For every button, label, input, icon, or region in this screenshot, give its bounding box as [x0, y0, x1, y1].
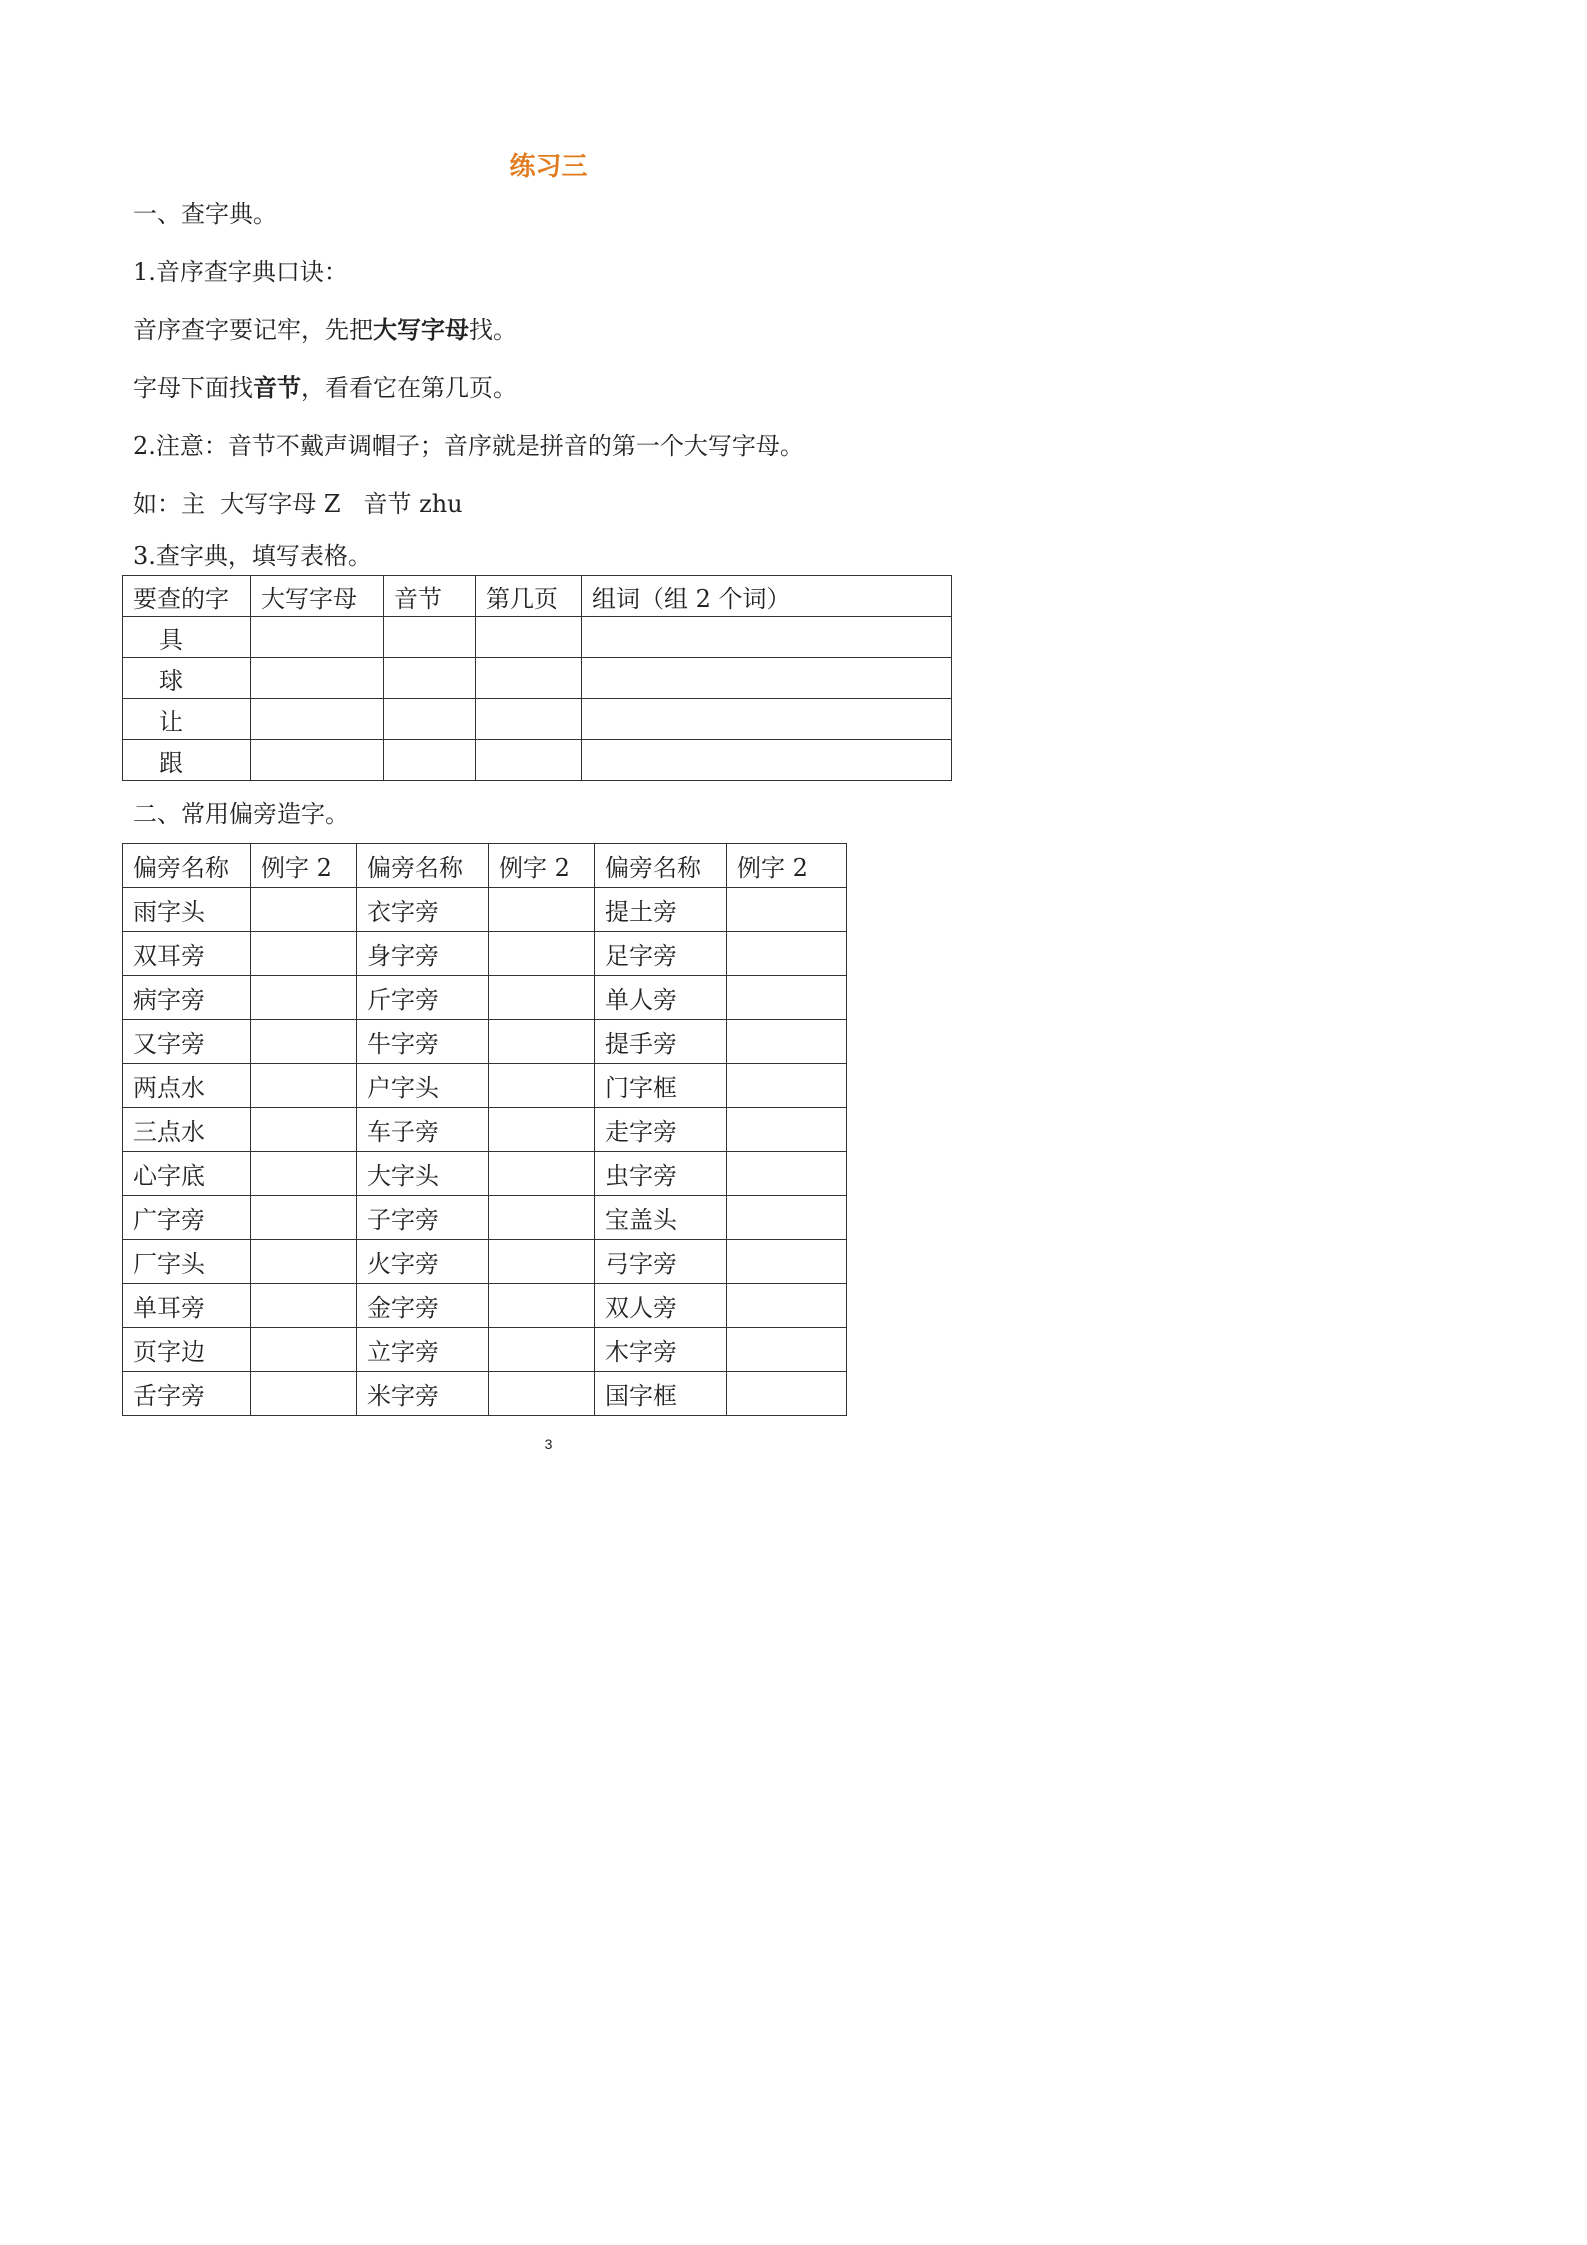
- section-2-heading: 二、常用偏旁造字。: [133, 800, 349, 828]
- rhyme-2-part-a: 字母下面找: [133, 374, 253, 402]
- example-cell[interactable]: [489, 1284, 595, 1328]
- table-row: [123, 1152, 847, 1196]
- table-row: [123, 1240, 847, 1284]
- rhyme-2-part-c: ，看看它在第几页。: [301, 374, 517, 402]
- example-cell[interactable]: [489, 1196, 595, 1240]
- rhyme-1-part-c: 找。: [469, 316, 517, 344]
- radical-name-cell: 病字旁: [123, 976, 251, 1020]
- item-3-heading: 3.查字典，填写表格。: [133, 542, 372, 570]
- radical-name-cell: 户字头: [357, 1064, 489, 1108]
- answer-cell[interactable]: [384, 699, 476, 740]
- radical-name-cell: 衣字旁: [357, 888, 489, 932]
- table-row: [123, 932, 847, 976]
- radical-name-cell: 米字旁: [357, 1372, 489, 1416]
- answer-cell[interactable]: [251, 699, 384, 740]
- radical-name-cell: 牛字旁: [357, 1020, 489, 1064]
- example-cell[interactable]: [251, 1020, 357, 1064]
- example-cell[interactable]: [727, 1020, 847, 1064]
- table-row: [123, 699, 952, 740]
- rhyme-line-1: [133, 313, 517, 347]
- header-cell: 音节: [384, 576, 476, 617]
- example-line: 如：主 大写字母 Z 音节 zhu: [133, 490, 463, 518]
- table-header-row: [123, 576, 952, 617]
- radical-name-cell: 虫字旁: [595, 1152, 727, 1196]
- example-cell[interactable]: [251, 1108, 357, 1152]
- radical-name-cell: 舌字旁: [123, 1372, 251, 1416]
- header-cell: 组词（组 2 个词）: [582, 576, 952, 617]
- example-cell[interactable]: [489, 1240, 595, 1284]
- page-number: 3: [544, 1436, 553, 1452]
- radical-name-cell: 心字底: [123, 1152, 251, 1196]
- radical-name-cell: 又字旁: [123, 1020, 251, 1064]
- radical-name-cell: 金字旁: [357, 1284, 489, 1328]
- answer-cell[interactable]: [476, 617, 582, 658]
- item-2-note: 2.注意：音节不戴声调帽子；音序就是拼音的第一个大写字母。: [133, 432, 804, 460]
- radical-name-cell: 三点水: [123, 1108, 251, 1152]
- example-cell[interactable]: [251, 888, 357, 932]
- example-cell[interactable]: [251, 1328, 357, 1372]
- example-cell[interactable]: [727, 1064, 847, 1108]
- radical-table: [122, 843, 847, 1416]
- table-row: [123, 1064, 847, 1108]
- header-cell: 要查的字: [123, 576, 251, 617]
- radical-name-cell: 提土旁: [595, 888, 727, 932]
- example-cell[interactable]: [489, 1328, 595, 1372]
- example-cell[interactable]: [489, 932, 595, 976]
- rhyme-1-bold: 大写字母: [373, 315, 469, 344]
- radical-name-cell: 单人旁: [595, 976, 727, 1020]
- answer-cell[interactable]: [582, 617, 952, 658]
- example-cell[interactable]: [489, 888, 595, 932]
- radical-name-cell: 立字旁: [357, 1328, 489, 1372]
- page-title: 练习三: [509, 152, 588, 182]
- table-row: [123, 1196, 847, 1240]
- table-row: [123, 976, 847, 1020]
- radical-name-cell: 走字旁: [595, 1108, 727, 1152]
- radical-name-cell: 厂字头: [123, 1240, 251, 1284]
- example-cell[interactable]: [727, 1108, 847, 1152]
- header-cell: 例字 2: [251, 844, 357, 888]
- radical-name-cell: 木字旁: [595, 1328, 727, 1372]
- header-cell: 大写字母: [251, 576, 384, 617]
- header-cell: 例字 2: [727, 844, 847, 888]
- example-cell[interactable]: [489, 1108, 595, 1152]
- radical-name-cell: 车子旁: [357, 1108, 489, 1152]
- example-cell[interactable]: [489, 1020, 595, 1064]
- radical-name-cell: 门字框: [595, 1064, 727, 1108]
- radical-name-cell: 提手旁: [595, 1020, 727, 1064]
- example-cell[interactable]: [727, 1196, 847, 1240]
- example-cell[interactable]: [727, 976, 847, 1020]
- example-cell[interactable]: [251, 1240, 357, 1284]
- table-row: [123, 658, 952, 699]
- example-cell[interactable]: [489, 1064, 595, 1108]
- answer-cell[interactable]: [251, 740, 384, 781]
- radical-name-cell: 两点水: [123, 1064, 251, 1108]
- radical-name-cell: 弓字旁: [595, 1240, 727, 1284]
- table-header-row: [123, 844, 847, 888]
- radical-name-cell: 子字旁: [357, 1196, 489, 1240]
- radical-name-cell: 国字框: [595, 1372, 727, 1416]
- answer-cell[interactable]: [476, 658, 582, 699]
- answer-cell[interactable]: [384, 740, 476, 781]
- example-cell[interactable]: [251, 1064, 357, 1108]
- header-cell: 偏旁名称: [123, 844, 251, 888]
- radical-name-cell: 双人旁: [595, 1284, 727, 1328]
- answer-cell[interactable]: [582, 740, 952, 781]
- character-cell: 跟: [123, 740, 251, 781]
- header-cell: 第几页: [476, 576, 582, 617]
- section-1-heading: 一、查字典。: [133, 200, 277, 228]
- character-cell: 让: [123, 699, 251, 740]
- table-row: [123, 1372, 847, 1416]
- table-row: [123, 1108, 847, 1152]
- example-cell[interactable]: [727, 1240, 847, 1284]
- header-cell: 例字 2: [489, 844, 595, 888]
- table-row: [123, 888, 847, 932]
- example-cell[interactable]: [489, 976, 595, 1020]
- example-cell[interactable]: [251, 1152, 357, 1196]
- table-row: [123, 1284, 847, 1328]
- radical-name-cell: 广字旁: [123, 1196, 251, 1240]
- answer-cell[interactable]: [476, 699, 582, 740]
- example-cell[interactable]: [727, 1372, 847, 1416]
- header-cell: 偏旁名称: [357, 844, 489, 888]
- example-cell[interactable]: [489, 1152, 595, 1196]
- rhyme-line-2: [133, 371, 517, 405]
- answer-cell[interactable]: [251, 658, 384, 699]
- example-cell[interactable]: [727, 932, 847, 976]
- character-cell: 球: [123, 658, 251, 699]
- radical-name-cell: 页字边: [123, 1328, 251, 1372]
- answer-cell[interactable]: [384, 658, 476, 699]
- radical-name-cell: 单耳旁: [123, 1284, 251, 1328]
- radical-name-cell: 双耳旁: [123, 932, 251, 976]
- dictionary-lookup-table: [122, 575, 952, 781]
- radical-name-cell: 大字头: [357, 1152, 489, 1196]
- radical-name-cell: 火字旁: [357, 1240, 489, 1284]
- table-row: [123, 740, 952, 781]
- character-cell: 具: [123, 617, 251, 658]
- answer-cell[interactable]: [251, 617, 384, 658]
- table-row: [123, 1020, 847, 1064]
- example-cell[interactable]: [727, 1152, 847, 1196]
- radical-name-cell: 足字旁: [595, 932, 727, 976]
- example-cell[interactable]: [251, 1372, 357, 1416]
- header-cell: 偏旁名称: [595, 844, 727, 888]
- item-1-heading: 1.音序查字典口诀：: [133, 258, 348, 286]
- example-cell[interactable]: [251, 932, 357, 976]
- table-row: [123, 617, 952, 658]
- answer-cell[interactable]: [476, 740, 582, 781]
- answer-cell[interactable]: [582, 699, 952, 740]
- radical-name-cell: 雨字头: [123, 888, 251, 932]
- answer-cell[interactable]: [582, 658, 952, 699]
- example-cell[interactable]: [727, 1328, 847, 1372]
- radical-name-cell: 宝盖头: [595, 1196, 727, 1240]
- example-cell[interactable]: [727, 888, 847, 932]
- example-cell[interactable]: [251, 976, 357, 1020]
- answer-cell[interactable]: [384, 617, 476, 658]
- radical-name-cell: 身字旁: [357, 932, 489, 976]
- table-row: [123, 1328, 847, 1372]
- example-cell[interactable]: [489, 1372, 595, 1416]
- example-cell[interactable]: [251, 1196, 357, 1240]
- rhyme-2-bold: 音节: [253, 373, 301, 402]
- example-cell[interactable]: [251, 1284, 357, 1328]
- radical-name-cell: 斤字旁: [357, 976, 489, 1020]
- example-cell[interactable]: [727, 1284, 847, 1328]
- rhyme-1-part-a: 音序查字要记牢，先把: [133, 316, 373, 344]
